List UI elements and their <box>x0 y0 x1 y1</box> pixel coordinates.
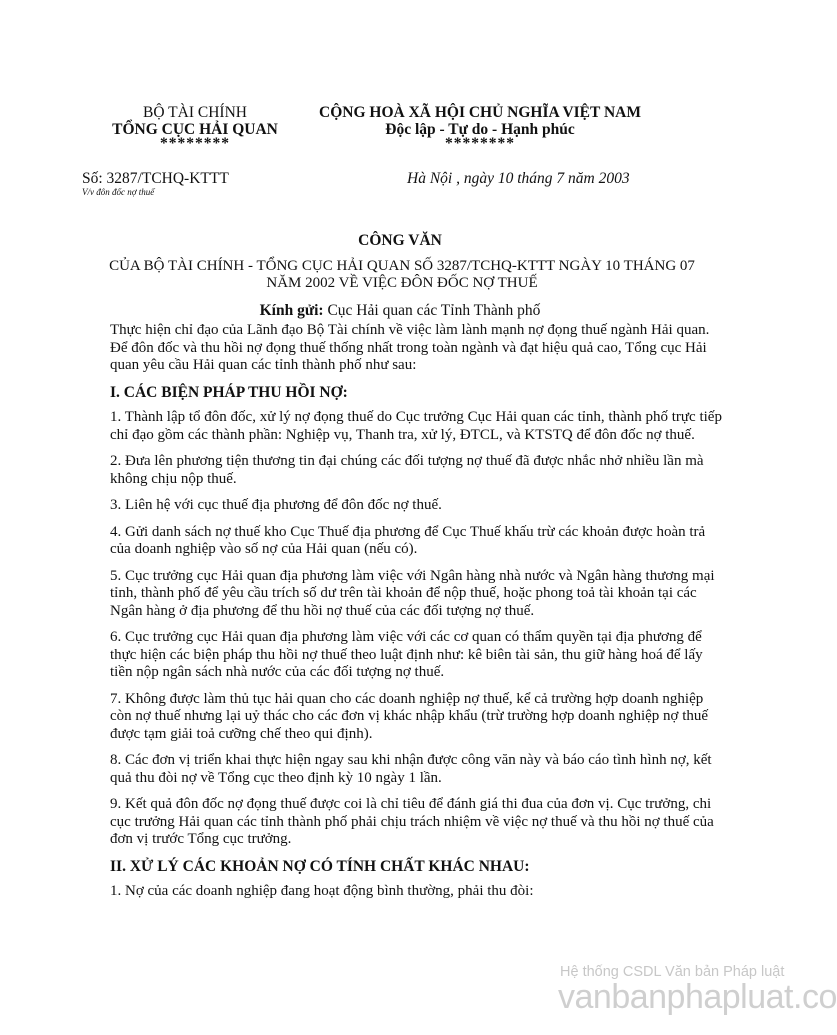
nation-block <box>290 104 670 150</box>
watermark-site: vanbanphapluat.co <box>558 978 837 1016</box>
list-item: 7. Không được làm thủ tục hải quan cho các doanh nghiệp nợ thuế, kể cả trường hợp doanh nghiệp còn nợ thuế nhưng lại uỷ thác cho các đơn vị khác nhập khẩu (trừ trường hợp doanh nghiệp nợ thuế được tạm giải toả cưỡng chế theo qui định). <box>110 690 709 742</box>
document-subject: V/v đôn đốc nợ thuế <box>82 187 155 197</box>
recipient-name: Cục Hải quan các Tỉnh Thành phố <box>323 302 541 319</box>
list-item: 1. Nợ của các doanh nghiệp đang hoạt động bình thường, phải thu đòi: <box>110 883 534 899</box>
list-item: 5. Cục trưởng cục Hải quan địa phương làm việc với Ngân hàng nhà nước và Ngân hàng thương mại tỉnh, thành phố để yêu cầu trích số dư trên tài khoản để nộp thuế, hoặc phong toả tài khoản tại các Ngân hàng ở địa phương để thu hồi nợ thuế của các đối tượng nợ thuế. <box>110 567 715 619</box>
list-item: 3. Liên hệ với cục thuế địa phương để đôn đốc nợ thuế. <box>110 497 442 513</box>
nation-name: CỘNG HOÀ XÃ HỘI CHỦ NGHĨA VIỆT NAM <box>319 104 641 121</box>
national-motto: Độc lập - Tự do - Hạnh phúc <box>385 121 575 138</box>
document-body <box>110 322 722 910</box>
recipient-line <box>0 302 800 320</box>
list-item: 8. Các đơn vị triển khai thực hiện ngay sau khi nhận được công văn này và báo cáo tình hình nợ, kết quả thu đòi nợ về Tổng cục theo định kỳ 10 ngày 1 lần. <box>110 752 712 786</box>
ministry-name: BỘ TÀI CHÍNH <box>143 104 247 121</box>
watermark-caption: Hệ thống CSDL Văn bản Pháp luật <box>560 964 785 980</box>
document-date: Hà Nội , ngày 10 tháng 7 năm 2003 <box>407 170 630 187</box>
nation-separator: ******** <box>445 135 515 152</box>
list-item: 6. Cục trưởng cục Hải quan địa phương làm việc với các cơ quan có thẩm quyền tại địa phương để thực hiện các biện pháp thu hồi nợ thuế theo luật định như: kê biên tài sản, thu giữ hàng hoá để lấy tiền nộp ngân sách nhà nước của các đối tượng nợ thuế. <box>110 629 703 680</box>
list-item: 1. Thành lập tổ đôn đốc, xử lý nợ đọng thuế do Cục trưởng Cục Hải quan các tỉnh, thành phố trực tiếp chỉ đạo gồm các thành phần: Nghiệp vụ, Thanh tra, xử lý, ĐTCL, và KTSTQ để đôn đốc nợ thuế. <box>110 409 722 443</box>
list-item: 9. Kết quả đôn đốc nợ đọng thuế được coi là chỉ tiêu để đánh giá thi đua của đơn vị. Cục trưởng, chi cục trưởng Hải quan các tỉnh thành phố phải chịu trách nhiệm về việc nợ thuế và thu hồi nợ thuế của đơn vị trước Tổng cục trưởng. <box>110 796 714 847</box>
document-type: CÔNG VĂN <box>358 232 442 249</box>
list-item: 2. Đưa lên phương tiện thương tin đại chúng các đối tượng nợ thuế đã được nhắc nhở nhiều lần mà không chịu nộp thuế. <box>110 453 704 487</box>
section-2-heading: II. XỬ LÝ CÁC KHOẢN NỢ CÓ TÍNH CHẤT KHÁC NHAU: <box>110 857 530 875</box>
intro-paragraph: Thực hiện chỉ đạo của Lãnh đạo Bộ Tài chính về việc làm lành mạnh nợ đọng thuế ngành Hải quan. Để đôn đốc và thu hồi nợ đọng thuế thống nhất trong toàn ngành và đạt hiệu quả cao, Tổng cục Hải quan yêu cầu Hải quan các tỉnh thành phố như sau: <box>110 322 710 373</box>
issuer-block <box>95 104 295 150</box>
list-item: 4. Gửi danh sách nợ thuế kho Cục Thuế địa phương để Cục Thuế khấu trừ các khoản được hoàn trả của doanh nghiệp vào số nợ của Hải quan (nếu có). <box>110 523 706 557</box>
document-title: CỦA BỘ TÀI CHÍNH - TỔNG CỤC HẢI QUAN SỐ 3287/TCHQ-KTTT NGÀY 10 THÁNG 07 NĂM 2002 VỀ VIỆC ĐÔN ĐỐC NỢ THUẾ <box>109 258 695 291</box>
document-number: Số: 3287/TCHQ-KTTT <box>82 170 229 187</box>
department-name: TỔNG CỤC HẢI QUAN <box>112 121 278 138</box>
issuer-separator: ******** <box>160 135 230 152</box>
section-1-heading: I. CÁC BIỆN PHÁP THU HỒI NỢ: <box>110 383 348 401</box>
recipient-label: Kính gửi: <box>259 302 324 319</box>
